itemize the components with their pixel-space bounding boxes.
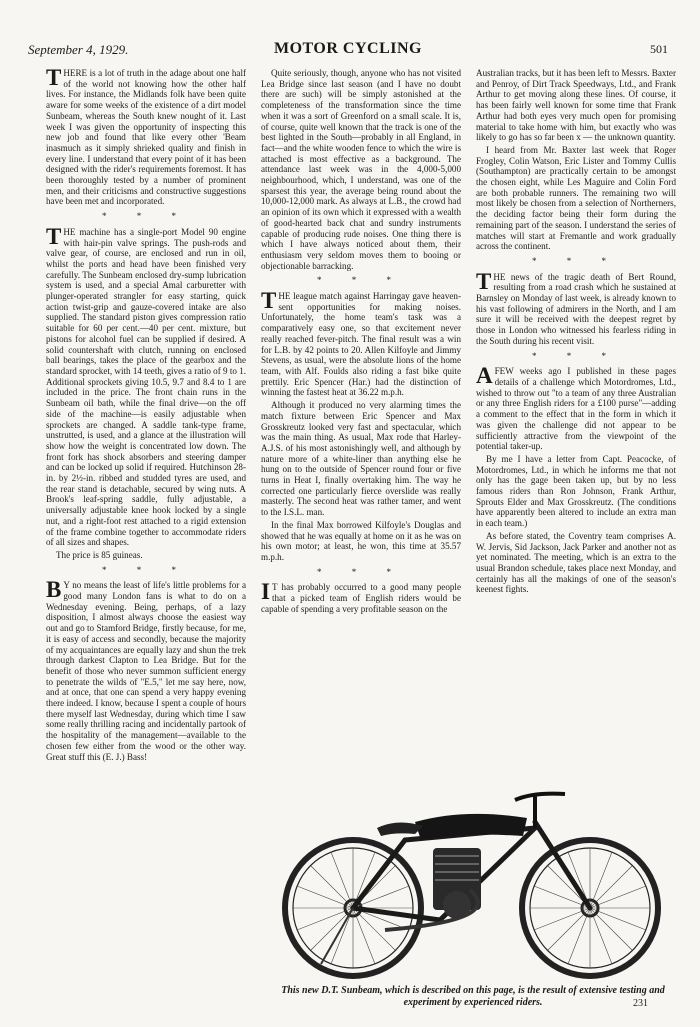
paragraph (46, 223, 247, 548)
drop-cap: T (476, 268, 492, 294)
issue-date: September 4, 1929. (28, 42, 129, 57)
drop-cap: T (46, 223, 62, 249)
section-divider: * * * (317, 566, 405, 577)
article-column-2 (261, 68, 461, 616)
paragraph: As before stated, the Coventry team comprises A. W. Jervis, Sid Jackson, Jack Parker and another not as yet nominated. The meeting, which is an extra to the usual Brandon schedule, takes place next Monday, and certainly has all the makings of one of the season's keenest fights. (476, 530, 676, 595)
paragraph: Although it produced no very alarming times the match fixture between Eric Spencer and Max Grosskreutz looked very fast and spectacular, which was the main thing. As usual, Max rode that Harley-A.J.S. of his most astonishingly well, and although by nature more of a white-liner than anything else he hung on to the outside of Spencer round four or five turns in Heat I, finally overtaking him. The way he corrected one particularly fierce overslide was really masterly. The second heat was rather tamer, and went to the I.S.L. man. (261, 400, 461, 518)
drop-cap: B (46, 577, 62, 603)
paragraph: The price is 85 guineas. (56, 549, 143, 560)
paragraph: Australian tracks, but it has been left to Messrs. Baxter and Penroy, of Dirt Track Speedways, Ltd., and Frank Arthur to get moving along these lines. Of course, it has been fairly well known for some time that Frank Arthur had both eyes very much open for promising material to take home with him, but exactly who was likely to go has so far been x — the unknown quantity. (476, 68, 676, 143)
page-number: 501 (650, 42, 668, 56)
page-header (28, 40, 668, 62)
drop-cap: T (46, 65, 62, 90)
paragraph: I heard from Mr. Baxter last week that Roger Frogley, Colin Watson, Eric Lister and Tommy Cullis (Southampton) are practically certain to be amongst the chosen eight, while Les Maguire and Colin Ford are both probable runners. The remaining two will most likely be chosen from a selection of Northerners, the deciding factor being their form during the remaining part of the season. I understand the series of matches will start at Fremantle and work gradually across the continent. (476, 144, 676, 252)
paragraph (46, 65, 246, 207)
paragraph (46, 577, 246, 762)
paragraph (261, 288, 461, 398)
article-column-3 (476, 68, 676, 597)
drop-cap: A (476, 363, 493, 389)
section-divider: * * * (102, 564, 190, 575)
paragraph-text: HE machine has a single-port Model 90 engine with hair-pin valve springs. The push-rods and valve gear, of course, are enclosed and run in oil, whilst the ports and head have been finished very carefully. The Sunbeam enclosed dry-sump lubrication system is used, and a special Amal carburetter with plunger-operated strangler for easy starting, quick action twist-grip and gauze-covered intake are also supplied. The standard piston gives compression ratio suitable for 60 per cent.—40 per cent. mixture, but pistons for alcohol fuel can be supplied if desired. A solid countershaft with clutch, running on enclosed ball bearings, takes the place of the gearbox and the standard sprocket, with 14 teeth, gives a ratio of 9 to 1. Additional sprockets giving 10.5, 9.7 and 8.4 to 1 are included in the price. The front chain runs in the Sunbeam oil bath, while the final drive—on the off side of the machine—is easily adjustable when sprockets are changed. A saddle tank-type frame, unstrutted, is used, and a glance at the illustration will show how the weight is concentrated low down. The front fork has shock absorbers and steering damper and can be locked up solid if required. Hutchinson 28-in. by 2½-in. ribbed and studded tyres are used, and the rear stand is detachable, secured by wing nuts. A Brook's leaf-spring saddle, fully adjustable, a universally adjustable knee hook locked by a single nut, and a right-foot rest attached to a rigid extension of the frame combine together to accommodate riders of all sizes and shapes. (46, 226, 247, 548)
motorcycle-icon (265, 770, 670, 985)
article-column-1 (46, 65, 247, 764)
paragraph-text: Y no means the least of life's little problems for a good many London fans is what to do on a Wednesday evening. Being, perhaps, of a lazy disposition, I almost always choose the easiest way out and go to Stamford Bridge, firstly because, for me, it is easy of access and secondly, because the majority of my acquaintances are equally lazy and shun the trek through darkest Clapton to Lea Bridge. But for the benefit of those who never summon sufficient energy to penetrate the wilds of "E.5," let me say here, now, and at once, that one can spend a very happy evening there indeed. I know, because I spent a couple of hours there myself last Wednesday, during which time I saw some really thrilling racing and incidentally partook of the hospitality of the management—available to the chosen few either from the wood or the other way. Great stuff this (E. J.) Bass! (46, 580, 246, 762)
paragraph-text: T has probably occurred to a good many people that a picked team of English riders would be capable of spending a very profitable season on the (261, 582, 461, 614)
section-divider: * * * (532, 350, 620, 361)
paragraph: By me I have a letter from Capt. Peacocke, of Motordromes, Ltd., in which he informs me that not only has the gage been taken up, but by no less famous riders than Ron Johnson, Frank Arthur, Sprouts Elder and Max Grosskreutz. (The conditions have apparently been altered to include an extra man in each team.) (476, 453, 676, 529)
motorcycle-photo (265, 770, 670, 990)
section-divider: * * * (317, 275, 405, 286)
paragraph-text: HE news of the tragic death of Bert Round, resulting from a road crash which he sustained at Barnsley on Monday of last week, is already known to his vast following of admirers in the North, and I am sure it will be received with the deepest regret by those in London who witnessed his fearless riding in the South during his recent visit. (476, 271, 676, 346)
paragraph (476, 268, 676, 347)
footer-number: 231 (633, 998, 648, 1009)
drop-cap: I (261, 579, 270, 605)
drop-cap: T (261, 288, 277, 314)
section-divider: * * * (532, 255, 620, 266)
section-divider: * * * (102, 211, 190, 222)
paragraph-text: FEW weeks ago I published in these pages details of a challenge which Motordromes, Ltd., wished to throw out "to a team of any three Australian or any three English riders for a £100 purse"—adding a comment to the effect that in the form in which it was given the challenge did not appear to be sufficiently attractive from the viewpoint of the potential taker-up. (476, 366, 676, 452)
paragraph: Quite seriously, though, anyone who has not visited Lea Bridge since last season (and I have no doubt there are such) will be simply astonished at the completeness of the transformation since the time when it was a sort of Greenford on a small scale. It is, of course, quite well known that the track is one of the best lighted in the South—probably in all England, in fact—and the white wooden fence to which the wire is attached is most effective as a background. The attendance last week was in the 4,000-5,000 neighbourhood, which, I understand, was one of the sparsest this year, the average being round about the 10,000-12,000 mark. As always at L.B., the crowd had an opinion of its own which it expressed with a wealth of good-hearted back chat and sundry instruments capable of producing rude noises. One thing there is which I have always noticed about them, their enthusiasm very seldom moves them to booing or objectionable barracking. (261, 68, 461, 271)
figure-caption: This new D.T. Sunbeam, which is described on this page, is the result of extensive testing and experiment by experienced riders. (281, 985, 665, 1008)
masthead-title: MOTOR CYCLING (274, 40, 422, 57)
paragraph-text: HE league match against Harringay gave heaven-sent opportunities for making noises. Unfortunately, the home team's task was a comparatively easy one, so that excitement never really reached fever-pitch. The final result was a win for L.B. by 42 points to 20. Allen Kilfoyle and Jimmy Stevens, as usual, were the absolute lions of the home team, with Alf. Foulds also riding a fast bike quite prettily. Eric Spencer (Har.) had the distinction of winning the fastest heat at 36.22 m.p.h. (261, 291, 461, 398)
paragraph (261, 579, 461, 614)
paragraph (476, 363, 676, 452)
paragraph: In the final Max borrowed Kilfoyle's Douglas and showed that he was equally at home on it as he was on his own motor; at least, he won, this time at 35.57 m.p.h. (261, 519, 461, 562)
paragraph-text: HERE is a lot of truth in the adage about one half of the world not knowing how the other half lives. For instance, the Midlands folk have been quite aware for some weeks of the existence of a dirt model Sunbeam, whereas the South knew nought of it. Last week I was given the opportunity of inspecting this new job and found that like every other 'Beam inasmuch as it simply shrieked quality and finish in every line. I understand that every point of it has been designed with the rider's requirements foremost. It has been thoroughly tested by a number of prominent men, and their criticisms and constructive suggestions have been met and incorporated. (46, 68, 246, 207)
